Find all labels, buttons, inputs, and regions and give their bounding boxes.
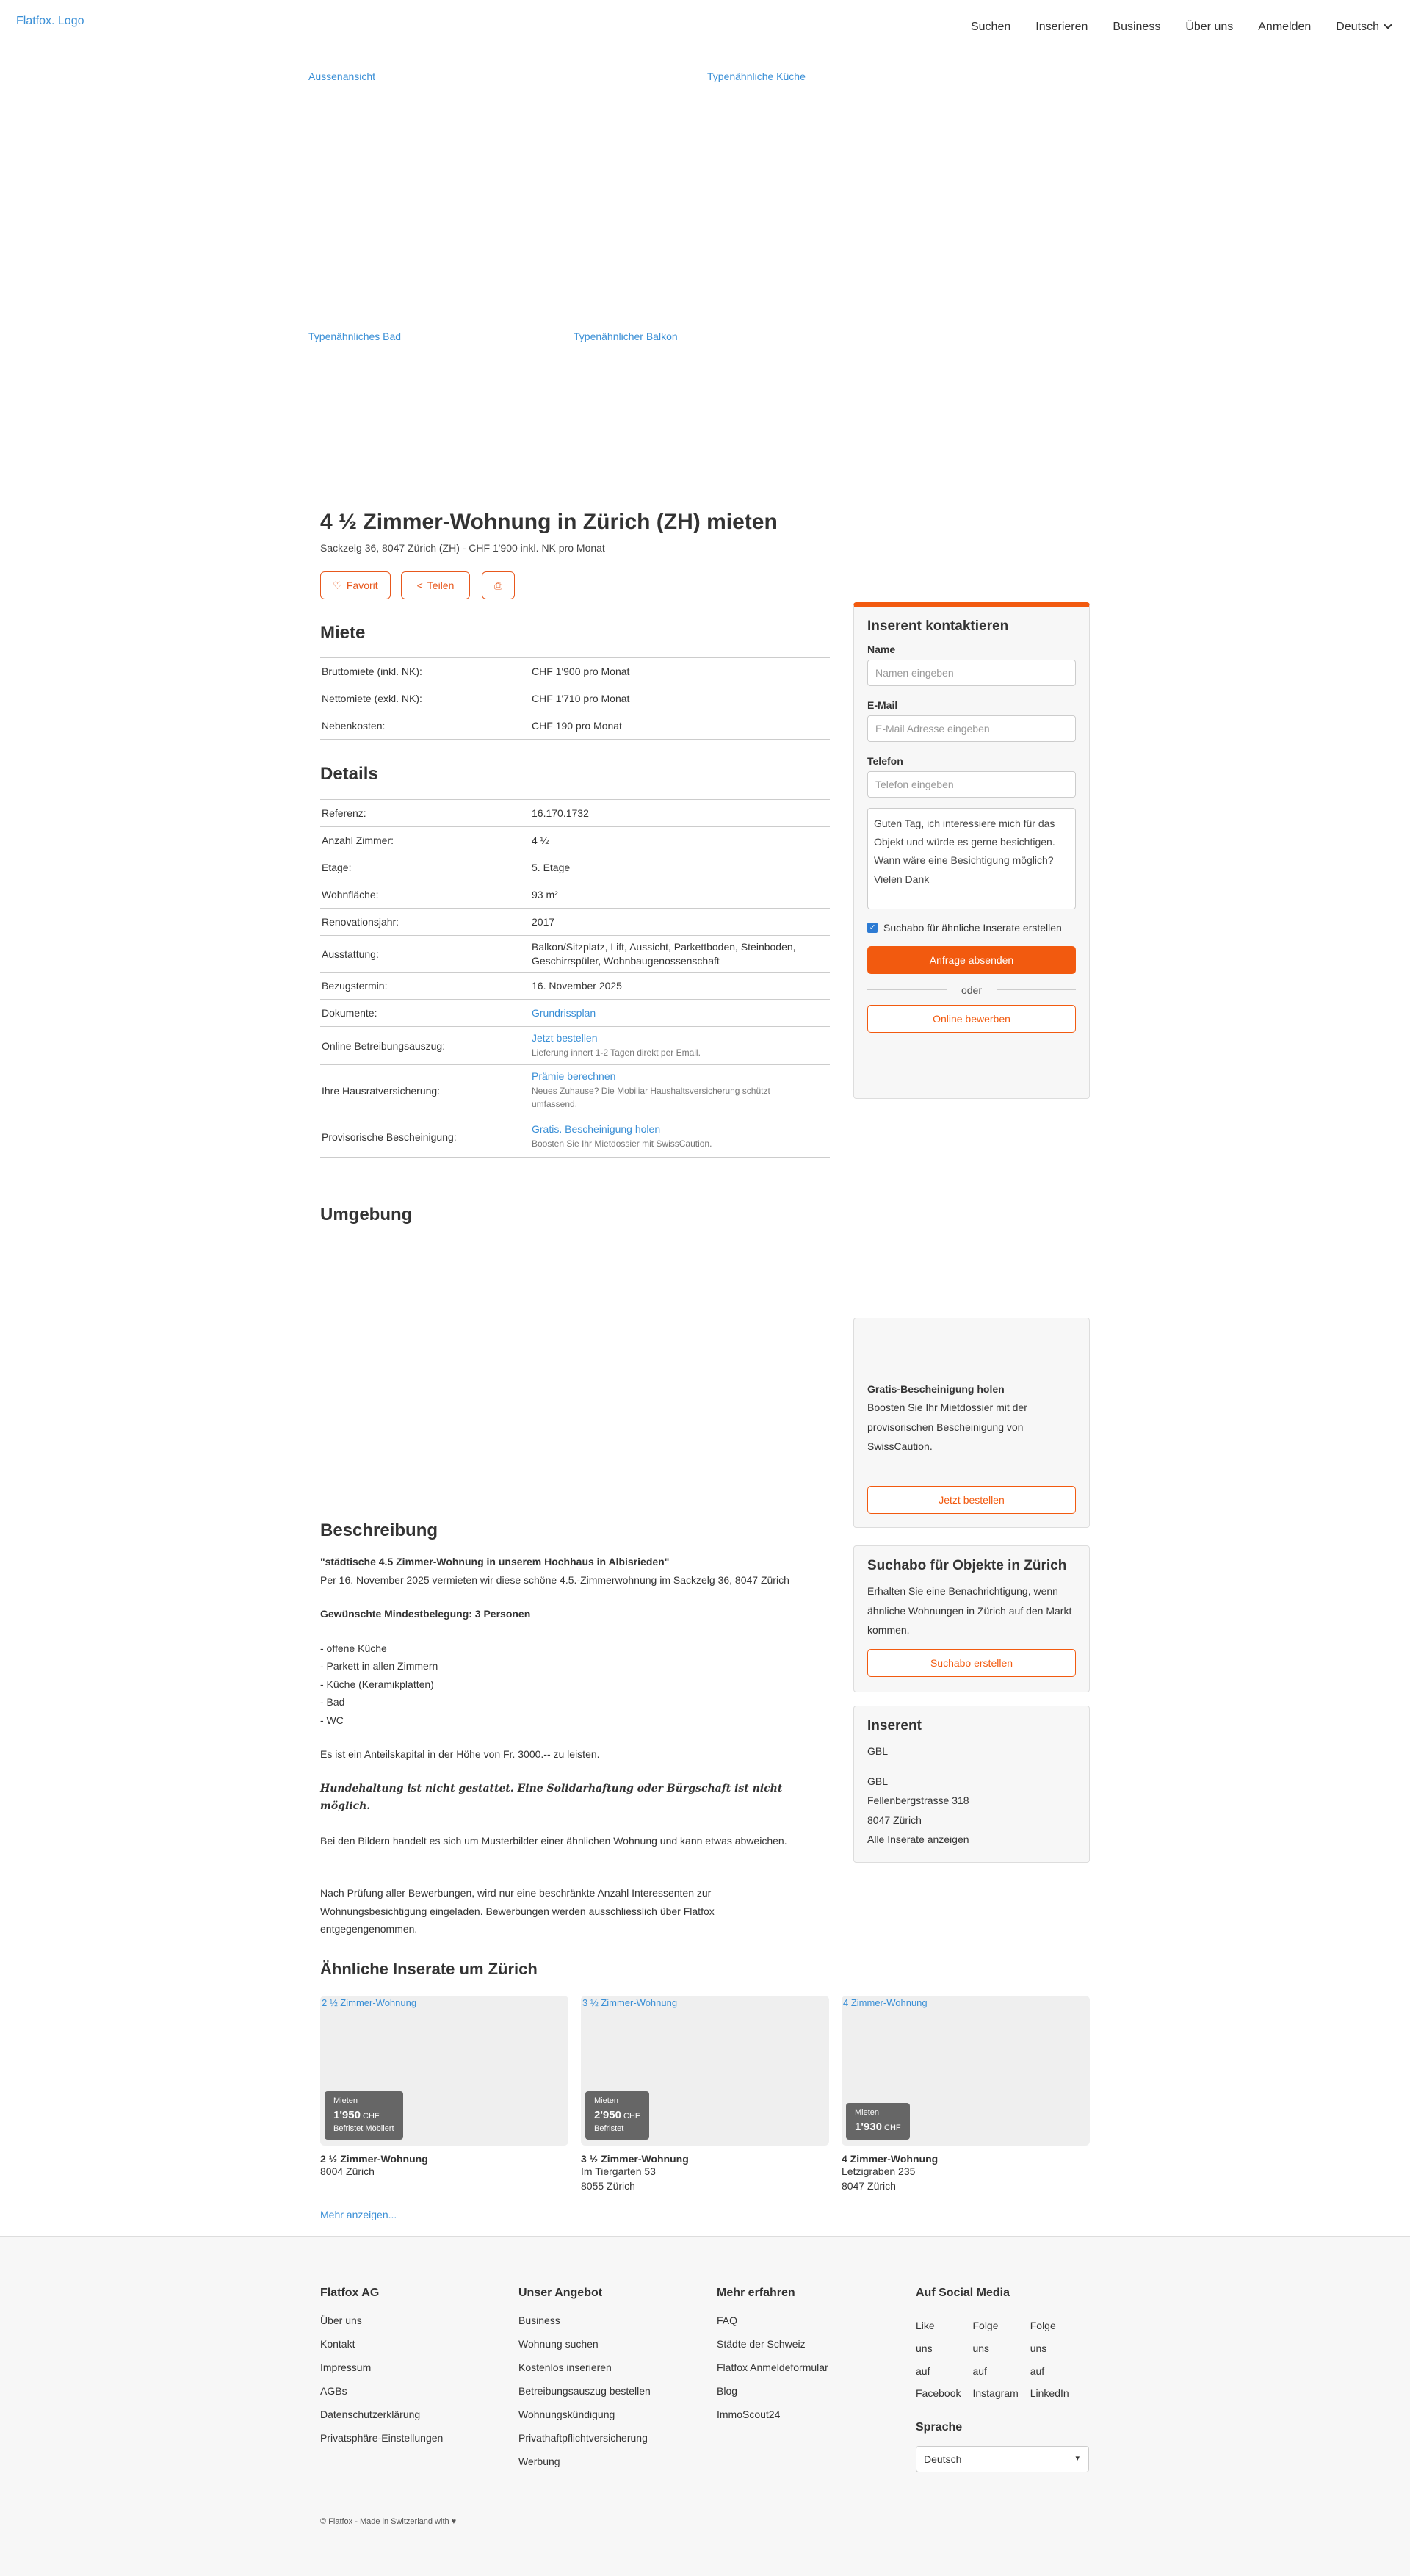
- facebook-link[interactable]: [916, 2315, 961, 2405]
- suchabo-checkbox-row[interactable]: [867, 920, 1076, 937]
- footer-link[interactable]: Kostenlos inserieren: [518, 2362, 612, 2373]
- footer-link[interactable]: Datenschutzerklärung: [320, 2409, 421, 2420]
- listing-image[interactable]: [581, 1996, 829, 2146]
- price-value: 1'950: [333, 2109, 361, 2122]
- row-key: Provisorische Bescheinigung:: [322, 1130, 457, 1143]
- phone-input[interactable]: Telefon eingeben: [867, 771, 1076, 798]
- listing-image-alt: 2 ½ Zimmer-Wohnung: [322, 1997, 417, 2008]
- advertiser-street: Fellenbergstrasse 318: [867, 1794, 969, 1807]
- copyright: © Flatfox - Made in Switzerland with ♥: [320, 2517, 457, 2526]
- chevron-down-icon: [1384, 21, 1392, 29]
- bescheinigung-link[interactable]: Gratis. Bescheinigung holen: [532, 1123, 661, 1135]
- price-currency: CHF: [623, 2112, 640, 2121]
- listing-subtitle: Sackzelg 36, 8047 Zürich (ZH) - CHF 1'900 inkl. NK pro Monat: [320, 542, 605, 554]
- table-row: [320, 1065, 830, 1116]
- footer-link[interactable]: AGBs: [320, 2385, 347, 2397]
- row-value: CHF 1'900 pro Monat: [532, 665, 630, 677]
- footer-link[interactable]: Über uns: [320, 2315, 362, 2326]
- miete-table: [320, 657, 830, 740]
- row-key: Etage:: [322, 862, 352, 873]
- promo-order-button[interactable]: Jetzt bestellen: [867, 1486, 1076, 1514]
- social-text: Folge: [1030, 2320, 1056, 2331]
- listing-city: 8047 Zürich: [842, 2179, 896, 2192]
- price-info: Befristet Möbliert: [333, 2124, 394, 2134]
- favorite-label: Favorit: [346, 580, 378, 591]
- footer-link[interactable]: Betreibungsauszug bestellen: [518, 2385, 651, 2397]
- language-select[interactable]: Deutsch ▾: [916, 2446, 1089, 2472]
- list-item: - Küche (Keramikplatten): [320, 1678, 434, 1690]
- social-text: LinkedIn: [1030, 2387, 1069, 2400]
- details-table: [320, 799, 830, 1158]
- row-key: Anzahl Zimmer:: [322, 834, 394, 846]
- list-item: - offene Küche: [320, 1642, 387, 1654]
- desc-features: [320, 1639, 834, 1730]
- row-key: Nettomiete (exkl. NK):: [322, 693, 422, 704]
- share-button[interactable]: [401, 571, 470, 599]
- advertiser-city: 8047 Zürich: [867, 1814, 922, 1826]
- footer-heading: Mehr erfahren: [717, 2287, 795, 2299]
- table-row: [320, 854, 830, 881]
- listing-title: 3 ½ Zimmer-Wohnung: [581, 2153, 689, 2165]
- all-listings-link[interactable]: Alle Inserate anzeigen: [867, 1833, 969, 1846]
- price-currency: CHF: [884, 2124, 901, 2133]
- similar-listing-card[interactable]: [842, 1996, 1090, 2193]
- listing-city: 8055 Zürich: [581, 2179, 635, 2192]
- language-label: Deutsch: [1336, 21, 1379, 33]
- list-item: - WC: [320, 1714, 344, 1726]
- footer-link[interactable]: Impressum: [320, 2362, 372, 2373]
- social-text: uns: [1030, 2342, 1047, 2354]
- language-dropdown[interactable]: [1336, 21, 1391, 34]
- footer-link[interactable]: Flatfox Anmeldeformular: [717, 2362, 828, 2373]
- footer-col-offer: [518, 2287, 651, 2479]
- share-icon: <: [416, 580, 423, 591]
- footer-link[interactable]: Kontakt: [320, 2338, 355, 2350]
- promo-card: [853, 1318, 1090, 1528]
- table-row: [320, 1027, 830, 1065]
- similar-listing-card[interactable]: [320, 1996, 568, 2179]
- umgebung-heading: Umgebung: [320, 1205, 413, 1224]
- listing-image-alt: 4 Zimmer-Wohnung: [843, 1997, 928, 2008]
- list-item: - Parkett in allen Zimmern: [320, 1660, 438, 1672]
- price-label: Mieten: [333, 2096, 358, 2106]
- main-nav: [971, 21, 1391, 34]
- message-text: Guten Tag, ich interessiere mich für das Objekt und würde es gerne besichtigen. Wann wäre eine Besichtigung möglich? Vielen Dank: [874, 818, 1055, 885]
- similar-heading: Ähnliche Inserate um Zürich: [320, 1960, 538, 1978]
- desc-hund: Hundehaltung ist nicht gestattet. Eine Solidarhaftung oder Bürgschaft ist nicht möglich.: [320, 1782, 783, 1812]
- grundrissplan-link[interactable]: Grundrissplan: [532, 1007, 596, 1019]
- footer-col-company: [320, 2287, 443, 2456]
- checkbox-checked-icon[interactable]: ✓: [867, 923, 878, 933]
- footer-link[interactable]: Städte der Schweiz: [717, 2338, 806, 2350]
- row-note: Lieferung innert 1-2 Tagen direkt per Email.: [532, 1047, 701, 1058]
- desc-bilder: Bei den Bildern handelt es sich um Musterbilder einer ähnlichen Wohnung und kann etwas abweichen.: [320, 1834, 787, 1847]
- footer-link[interactable]: FAQ: [717, 2315, 738, 2326]
- desc-anteil: Es ist ein Anteilskapital in der Höhe von Fr. 3000.-- zu leisten.: [320, 1748, 600, 1760]
- nav-ueber-uns[interactable]: Über uns: [1185, 21, 1234, 33]
- listing-image[interactable]: [320, 1996, 568, 2146]
- desc-pruefung: Nach Prüfung aller Bewerbungen, wird nur eine beschränkte Anzahl Interessenten zur Wohnungsbesichtigung eingeladen. Bewerbungen werden ausschliesslich über Flatfox entgegengenommen.: [320, 1887, 715, 1935]
- row-note: Neues Zuhause? Die Mobiliar Haushaltsversicherung schützt umfassend.: [532, 1086, 770, 1109]
- row-value: Balkon/Sitzplatz, Lift, Aussicht, Parkettboden, Steinboden, Geschirrspüler, Wohnbaugenossenschaft: [532, 941, 796, 967]
- table-row: [320, 800, 830, 827]
- advertiser-company: GBL: [867, 1775, 889, 1787]
- row-key: Dokumente:: [322, 1007, 377, 1019]
- row-key: Bruttomiete (inkl. NK):: [322, 665, 422, 677]
- contact-heading: Inserent kontaktieren: [867, 618, 1009, 634]
- price-badge: [325, 2091, 403, 2140]
- social-text: Instagram: [972, 2387, 1019, 2400]
- page-title: 4 ½ Zimmer-Wohnung in Zürich (ZH) mieten: [320, 510, 778, 534]
- row-value: CHF 1'710 pro Monat: [532, 693, 630, 704]
- nav-suchen[interactable]: Suchen: [970, 21, 1011, 33]
- or-divider: [867, 984, 1076, 996]
- advertiser-name: GBL: [867, 1745, 889, 1757]
- favorite-button[interactable]: [320, 571, 391, 599]
- social-links: [916, 2315, 1089, 2405]
- footer-link[interactable]: Wohnungskündigung: [518, 2409, 615, 2420]
- social-text: Like: [916, 2320, 935, 2331]
- footer-link[interactable]: Werbung: [518, 2456, 560, 2467]
- row-value: 16.170.1732: [532, 807, 589, 819]
- row-key: Online Betreibungsauszug:: [322, 1039, 446, 1052]
- name-input[interactable]: Namen eingeben: [867, 660, 1076, 686]
- apply-online-button[interactable]: Online bewerben: [867, 1005, 1076, 1033]
- social-text: Folge: [972, 2320, 999, 2331]
- gallery-image-bad[interactable]: Typenähnliches Bad: [308, 331, 402, 342]
- listing-address: Im Tiergarten 53: [581, 2165, 656, 2177]
- promo-text: Boosten Sie Ihr Mietdossier mit der provisorischen Bescheinigung von SwissCaution.: [867, 1401, 1027, 1453]
- row-key: Bezugstermin:: [322, 980, 388, 992]
- footer-link[interactable]: ImmoScout24: [717, 2409, 781, 2420]
- betreibungsauszug-link[interactable]: Jetzt bestellen: [532, 1032, 598, 1044]
- listing-address: 8004 Zürich: [320, 2165, 375, 2177]
- message-textarea[interactable]: [867, 808, 1076, 909]
- praemie-link[interactable]: Prämie berechnen: [532, 1070, 616, 1082]
- miete-heading: Miete: [320, 623, 366, 643]
- footer-link[interactable]: Wohnung suchen: [518, 2338, 599, 2350]
- listing-title: 4 Zimmer-Wohnung: [842, 2153, 939, 2165]
- footer-heading: Auf Social Media: [916, 2287, 1010, 2299]
- price-value: 2'950: [594, 2109, 621, 2122]
- social-text: auf: [916, 2364, 930, 2377]
- list-item: - Bad: [320, 1696, 345, 1708]
- footer-link[interactable]: Privatsphäre-Einstellungen: [320, 2432, 444, 2444]
- row-key: Wohnfläche:: [322, 889, 379, 901]
- row-value: 4 ½: [532, 834, 549, 846]
- row-value: CHF 190 pro Monat: [532, 720, 622, 732]
- row-key: Ausstattung:: [322, 948, 379, 960]
- beschreibung-heading: Beschreibung: [320, 1520, 438, 1540]
- footer-link[interactable]: Privathaftpflichtversicherung: [518, 2432, 648, 2444]
- listing-image[interactable]: [842, 1996, 1090, 2146]
- price-badge: [585, 2091, 649, 2140]
- share-label: Teilen: [427, 580, 455, 591]
- social-text: auf: [1030, 2364, 1045, 2377]
- printer-icon: ⎙: [494, 579, 503, 591]
- suchabo-card: [853, 1545, 1090, 1692]
- details-heading: Details: [320, 764, 378, 784]
- suchabo-text: Erhalten Sie eine Benachrichtigung, wenn ähnliche Wohnungen in Zürich auf den Markt kommen.: [867, 1585, 1072, 1637]
- nav-business[interactable]: Business: [1113, 21, 1161, 33]
- submit-inquiry-button[interactable]: Anfrage absenden: [867, 946, 1076, 974]
- phone-label: Telefon: [867, 755, 903, 767]
- site-footer: [0, 2236, 1410, 2576]
- listing-address: Letzigraben 235: [842, 2165, 916, 2177]
- row-note: Boosten Sie Ihr Mietdossier mit SwissCaution.: [532, 1139, 712, 1149]
- social-text: Facebook: [916, 2387, 961, 2400]
- similar-listing-card[interactable]: [581, 1996, 829, 2193]
- footer-col-learn: [717, 2287, 828, 2432]
- row-value: 93 m²: [532, 889, 558, 901]
- suchabo-checkbox-label: Suchabo für ähnliche Inserate erstellen: [883, 922, 1062, 934]
- name-label: Name: [867, 643, 896, 655]
- show-more-link[interactable]: Mehr anzeigen...: [320, 2209, 397, 2220]
- description: [320, 1553, 834, 1938]
- promo-heading: Gratis-Bescheinigung holen: [867, 1383, 1005, 1395]
- email-input[interactable]: E-Mail Adresse eingeben: [867, 715, 1076, 742]
- language-heading: Sprache: [916, 2421, 963, 2434]
- logo-link[interactable]: Flatfox. Logo: [16, 15, 84, 27]
- advertiser-heading: Inserent: [867, 1718, 922, 1733]
- social-text: auf: [972, 2364, 987, 2377]
- row-value: 16. November 2025: [532, 980, 622, 992]
- row-value: 5. Etage: [532, 862, 571, 873]
- desc-intro: Per 16. November 2025 vermieten wir diese schöne 4.5.-Zimmerwohnung im Sackzelg 36, 8047 Zürich: [320, 1573, 789, 1586]
- table-row: [320, 658, 830, 685]
- social-text: uns: [916, 2342, 933, 2354]
- contact-card: [853, 602, 1090, 1099]
- table-row: [320, 712, 830, 740]
- table-row: [320, 973, 830, 1000]
- row-key: Nebenkosten:: [322, 720, 386, 732]
- row-key: Renovationsjahr:: [322, 916, 400, 928]
- suchabo-heading: Suchabo für Objekte in Zürich: [867, 1558, 1067, 1573]
- table-row: [320, 1116, 830, 1158]
- price-badge: [846, 2103, 910, 2140]
- nav-inserieren[interactable]: Inserieren: [1035, 21, 1088, 33]
- row-value: 2017: [532, 916, 555, 928]
- price-value: 1'930: [855, 2121, 882, 2134]
- table-row: [320, 909, 830, 936]
- gallery-image-balkon[interactable]: Typenähnlicher Balkon: [574, 331, 678, 342]
- table-row: [320, 827, 830, 854]
- price-label: Mieten: [594, 2096, 619, 2106]
- footer-col-social: [916, 2287, 1089, 2472]
- desc-mindest: Gewünschte Mindestbelegung: 3 Personen: [320, 1608, 531, 1620]
- create-suchabo-button[interactable]: Suchabo erstellen: [867, 1649, 1076, 1677]
- table-row: [320, 685, 830, 712]
- listing-image-alt: 3 ½ Zimmer-Wohnung: [582, 1997, 678, 2008]
- instagram-link[interactable]: [972, 2315, 1018, 2405]
- or-label: oder: [961, 984, 983, 996]
- gallery-image-aussenansicht[interactable]: Aussenansicht: [308, 71, 376, 82]
- price-currency: CHF: [363, 2112, 380, 2121]
- footer-heading: Flatfox AG: [320, 2287, 380, 2299]
- price-info: Befristet: [594, 2124, 624, 2134]
- site-header: [0, 0, 1410, 57]
- table-row: [320, 936, 830, 973]
- heart-icon: ♡: [333, 579, 342, 591]
- row-key: Ihre Hausratversicherung:: [322, 1084, 441, 1097]
- footer-link[interactable]: Business: [518, 2315, 560, 2326]
- footer-heading: Unser Angebot: [518, 2287, 603, 2299]
- email-label: E-Mail: [867, 699, 898, 711]
- price-label: Mieten: [855, 2108, 880, 2118]
- row-key: Referenz:: [322, 807, 366, 819]
- gallery-image-kueche[interactable]: Typenähnliche Küche: [707, 71, 806, 82]
- print-button[interactable]: [482, 571, 515, 599]
- linkedin-link[interactable]: [1030, 2315, 1069, 2405]
- footer-link[interactable]: Blog: [717, 2385, 738, 2397]
- table-row: [320, 881, 830, 909]
- table-row: [320, 1000, 830, 1027]
- social-text: uns: [972, 2342, 990, 2354]
- desc-lead: "städtische 4.5 Zimmer-Wohnung in unserem Hochhaus in Albisrieden": [320, 1556, 670, 1567]
- advertiser-card: [853, 1706, 1090, 1863]
- listing-title: 2 ½ Zimmer-Wohnung: [320, 2153, 428, 2165]
- nav-anmelden[interactable]: Anmelden: [1258, 21, 1312, 33]
